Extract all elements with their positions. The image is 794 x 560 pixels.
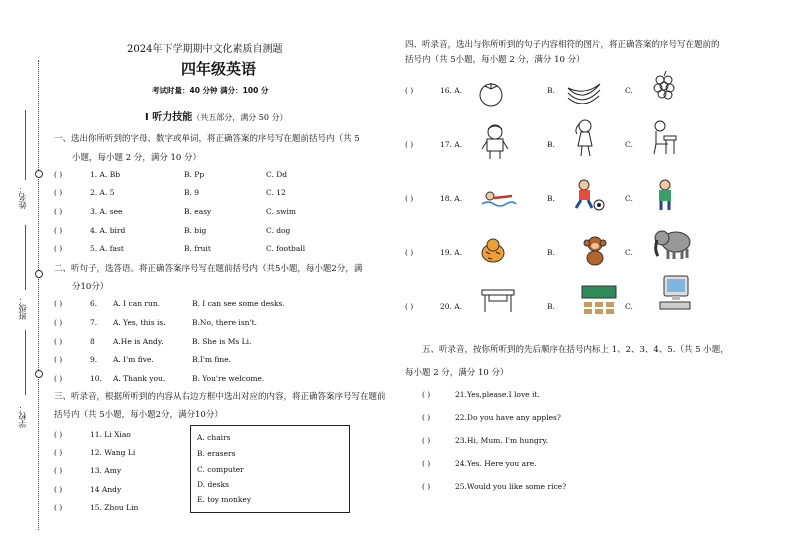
section4-heading: 四、听录音，选出与你所听到的句子内容相符的图片，将正确答案的序号写在题前的 bbox=[405, 40, 720, 50]
question-option-a: 5. A. fast bbox=[90, 244, 124, 253]
question-number: 7. bbox=[90, 318, 98, 327]
answer-bracket: ( ) bbox=[422, 413, 431, 422]
question-option-b: B. big bbox=[184, 226, 207, 235]
subject-title: 四年级英语 bbox=[181, 60, 257, 78]
section2-heading: 分10分） bbox=[72, 282, 109, 292]
question-option-a: 3. A. see bbox=[90, 207, 123, 216]
answer-bracket: ( ) bbox=[54, 337, 63, 346]
question-option-a: 17. A. bbox=[440, 140, 463, 149]
school-line bbox=[25, 330, 26, 395]
name-label: 姓名： bbox=[18, 185, 27, 209]
question-option-a: A.He is Andy. bbox=[113, 337, 164, 346]
answer-bracket: ( ) bbox=[54, 188, 63, 197]
question-option-b: B.I'm fine. bbox=[192, 355, 232, 364]
answer-bracket: ( ) bbox=[422, 436, 431, 445]
option-item: B. erasers bbox=[197, 449, 236, 458]
question-item: 25.Would you like some rice? bbox=[455, 482, 567, 491]
question-option-a: A. Yes, this is. bbox=[113, 318, 166, 327]
option-item: A. chairs bbox=[197, 433, 231, 442]
section5-heading: 五、听录音，按你所听到的先后顺序在括号内标上 1、2、3、4、5.（共 5 小题， bbox=[422, 345, 729, 355]
option-item: D. desks bbox=[197, 480, 229, 489]
school-label: 学校： bbox=[18, 404, 27, 428]
section5-heading: 每小题 2 分，满分 10 分） bbox=[405, 368, 509, 378]
exam-meta: 考试时量：40 分钟 满分：100 分 bbox=[152, 86, 269, 95]
question-option-a: A. I can run. bbox=[113, 299, 161, 308]
soccer-player-image bbox=[570, 178, 606, 214]
question-option-c: C. bbox=[625, 194, 633, 203]
section4-heading: 括号内（共 5小题，每小题 2 分，满分 10 分） bbox=[405, 55, 585, 65]
binding-hole bbox=[35, 270, 43, 278]
answer-bracket: ( ) bbox=[54, 503, 63, 512]
answer-bracket: ( ) bbox=[54, 448, 63, 457]
question-item: 21.Yes,please.I love it. bbox=[455, 390, 540, 399]
grapes-image bbox=[650, 70, 680, 104]
child-image bbox=[653, 178, 677, 212]
answer-bracket: ( ) bbox=[54, 485, 63, 494]
part1-note: （共五部分，满分 50 分） bbox=[192, 113, 288, 122]
question-option-c: C. bbox=[625, 86, 633, 95]
answer-bracket: ( ) bbox=[54, 466, 63, 475]
question-option-a: 4. A. bird bbox=[90, 226, 126, 235]
question-option-b: B. fruit bbox=[184, 244, 211, 253]
question-option-a: 18. A. bbox=[440, 194, 463, 203]
binding-dotted-line bbox=[38, 60, 43, 530]
question-number: 6. bbox=[90, 299, 98, 308]
binding-hole bbox=[35, 370, 43, 378]
class-line bbox=[25, 225, 26, 290]
student-desk-image bbox=[648, 118, 678, 156]
girl-image bbox=[570, 118, 600, 158]
answer-options-box bbox=[190, 425, 350, 513]
question-option-c: C. bbox=[625, 302, 633, 311]
answer-bracket: ( ) bbox=[405, 248, 414, 257]
question-option-c: C. football bbox=[266, 244, 306, 253]
answer-bracket: ( ) bbox=[54, 318, 63, 327]
answer-bracket: ( ) bbox=[54, 244, 63, 253]
answer-bracket: ( ) bbox=[422, 482, 431, 491]
monkey-image bbox=[580, 234, 610, 266]
exam-title: 2024年下学期期中文化素质自测题 bbox=[127, 44, 283, 55]
question-option-b: B. I can see some desks. bbox=[192, 299, 285, 308]
option-item: C. computer bbox=[197, 465, 244, 474]
class-label: 班级： bbox=[18, 296, 27, 320]
question-option-c: C. swim bbox=[266, 207, 297, 216]
answer-bracket: ( ) bbox=[54, 355, 63, 364]
desk-image bbox=[480, 286, 516, 314]
answer-bracket: ( ) bbox=[405, 86, 414, 95]
question-option-b: B. easy bbox=[184, 207, 212, 216]
question-item: 14 Andy bbox=[90, 485, 122, 494]
answer-bracket: ( ) bbox=[405, 140, 414, 149]
question-option-a: 16. A. bbox=[440, 86, 463, 95]
question-number: 9. bbox=[90, 355, 98, 364]
answer-bracket: ( ) bbox=[54, 374, 63, 383]
question-item: 23.Hi, Mum. I'm hungry. bbox=[455, 436, 549, 445]
binding-hole bbox=[35, 170, 43, 178]
question-option-a: 20. A. bbox=[440, 302, 463, 311]
question-number: 8 bbox=[90, 337, 95, 346]
answer-bracket: ( ) bbox=[405, 194, 414, 203]
question-option-b: B. bbox=[547, 302, 555, 311]
question-option-c: C. dog bbox=[266, 226, 291, 235]
elephant-image bbox=[650, 224, 694, 262]
name-line bbox=[25, 110, 26, 180]
question-item: 22.Do you have any apples? bbox=[455, 413, 561, 422]
question-option-b: B. You're welcome. bbox=[192, 374, 265, 383]
question-option-b: B. Pp bbox=[184, 170, 205, 179]
answer-bracket: ( ) bbox=[54, 170, 63, 179]
section3-heading: 三、听录音，根据所听到的内容从右边方框中选出对应的内容，将正确答案序号写在题前 bbox=[54, 392, 386, 402]
question-item: 11. Li Xiao bbox=[90, 430, 131, 439]
answer-bracket: ( ) bbox=[54, 430, 63, 439]
question-option-b: B. bbox=[547, 194, 555, 203]
answer-bracket: ( ) bbox=[422, 390, 431, 399]
question-option-c: C. bbox=[625, 248, 633, 257]
question-option-c: C. bbox=[625, 140, 633, 149]
section2-heading: 二、听句子，选答语。将正确答案序号写在题前括号内（共5小题，每小题2分，满 bbox=[54, 264, 363, 274]
question-option-a: A. I'm five. bbox=[113, 355, 154, 364]
answer-bracket: ( ) bbox=[54, 207, 63, 216]
bananas-image bbox=[565, 78, 603, 104]
answer-bracket: ( ) bbox=[422, 459, 431, 468]
question-option-b: B. 9 bbox=[184, 188, 200, 197]
question-item: 13. Amy bbox=[90, 466, 122, 475]
classroom-image bbox=[580, 284, 618, 316]
question-number: 10. bbox=[90, 374, 102, 383]
question-item: 15. Zhou Lin bbox=[90, 503, 139, 512]
swimmer-image bbox=[480, 188, 518, 210]
boy-image bbox=[478, 123, 512, 161]
question-item: 12. Wang Li bbox=[90, 448, 136, 457]
answer-bracket: ( ) bbox=[405, 302, 414, 311]
question-option-b: B.No, there isn't. bbox=[192, 318, 257, 327]
tiger-image bbox=[478, 236, 508, 266]
answer-bracket: ( ) bbox=[54, 226, 63, 235]
computer-image bbox=[658, 274, 694, 314]
question-item: 24.Yes. Here you are. bbox=[455, 459, 537, 468]
question-option-a: 19. A. bbox=[440, 248, 463, 257]
question-option-b: B. bbox=[547, 248, 555, 257]
question-option-a: 2. A. 5 bbox=[90, 188, 115, 197]
question-option-a: A. Thank you. bbox=[113, 374, 166, 383]
question-option-c: C. 12 bbox=[266, 188, 286, 197]
question-option-b: B. bbox=[547, 86, 555, 95]
answer-bracket: ( ) bbox=[54, 299, 63, 308]
section1-heading: 一、选出你所听到的字母、数字或单词，将正确答案的序号写在题前括号内（共 5 bbox=[54, 134, 360, 144]
tomato-image bbox=[476, 78, 506, 108]
section1-heading: 小题，每小题 2 分，满分 10 分） bbox=[72, 153, 202, 163]
section3-heading: 括号内（共 5小题，每小题2分，满分10分） bbox=[54, 410, 223, 420]
question-option-b: B. She is Ms Li. bbox=[192, 337, 252, 346]
part1-title: Ⅰ 听力技能 bbox=[145, 112, 193, 123]
question-option-a: 1. A. Bb bbox=[90, 170, 121, 179]
question-option-c: C. Dd bbox=[266, 170, 288, 179]
question-option-b: B. bbox=[547, 140, 555, 149]
option-item: E. toy monkey bbox=[197, 495, 252, 504]
part1-title-row bbox=[145, 108, 287, 123]
